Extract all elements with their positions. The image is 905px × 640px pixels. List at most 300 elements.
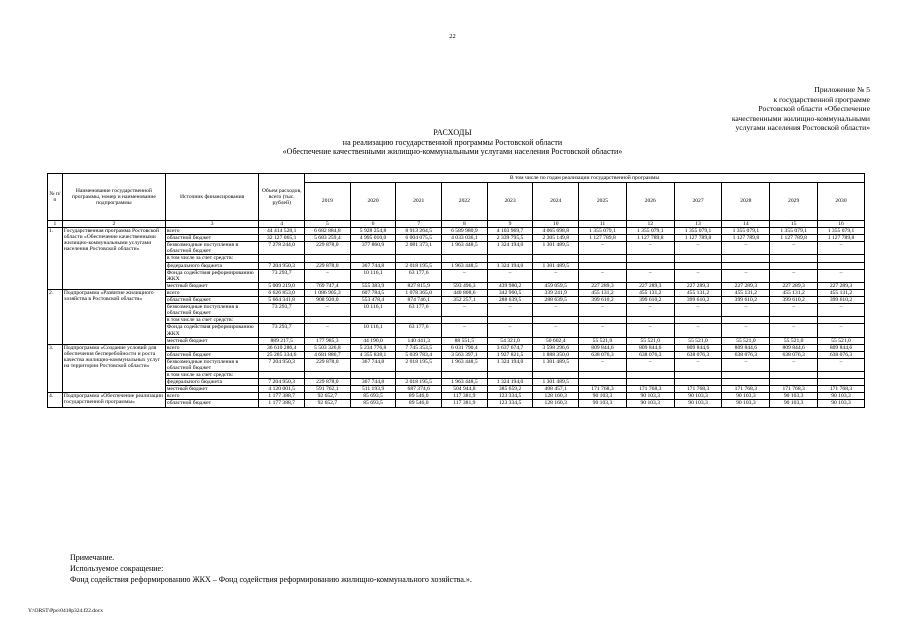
row-number: 2. <box>48 289 63 344</box>
year-value: 1 127 789,8 <box>674 235 722 242</box>
funding-source: в том числе за счет средств: <box>165 255 258 262</box>
funding-source: местный бюджет <box>165 386 258 393</box>
year-value: 229 878,0 <box>305 358 351 371</box>
program-name: Подпрограмма «Обеспечение реализации государственной программы» <box>62 393 165 407</box>
year-value: 1 963 448,5 <box>442 242 488 255</box>
year-value: 455 131,2 <box>818 289 865 296</box>
year-value <box>674 317 722 324</box>
year-value: 85 693,5 <box>350 400 396 407</box>
year-value: 44 190,0 <box>350 337 396 344</box>
year-value: 455 131,2 <box>722 289 770 296</box>
year-value: – <box>487 269 533 282</box>
total-value: 25 285 334,6 <box>259 351 305 358</box>
year-value: 1 963 448,5 <box>442 379 488 386</box>
year-value: – <box>626 269 674 282</box>
year-value: 90 103,3 <box>626 393 674 400</box>
total-value: 73 293,7 <box>259 269 305 282</box>
year-value: 90 103,3 <box>818 393 865 400</box>
abbr-definition: Фонд содействия реформированию ЖКХ – Фонд содействия реформированию жилищно-коммунального хозяйства.». <box>70 575 472 584</box>
total-value: 36 610 286,4 <box>259 344 305 351</box>
year-value: – <box>770 358 818 371</box>
year-value <box>487 255 533 262</box>
year-value <box>770 255 818 262</box>
year-value: 89 546,0 <box>396 400 442 407</box>
year-value: 511 193,9 <box>350 386 396 393</box>
year-value <box>533 372 579 379</box>
year-value: 92 652,7 <box>305 393 351 400</box>
year-value <box>487 372 533 379</box>
year-value: – <box>674 269 722 282</box>
year-value: 1 963 448,5 <box>442 262 488 269</box>
year-value: 90 103,3 <box>722 400 770 407</box>
year-value: – <box>722 242 770 255</box>
year-value <box>674 372 722 379</box>
funding-source: местный бюджет <box>165 282 258 289</box>
year-value: – <box>442 269 488 282</box>
year-value: 1 301 489,5 <box>533 358 579 371</box>
year-value: 128 160,3 <box>533 400 579 407</box>
year-value <box>579 372 627 379</box>
funding-source: всего <box>165 344 258 351</box>
total-value: 1 177 388,7 <box>259 393 305 400</box>
total-value <box>259 317 305 324</box>
year-value: 90 103,3 <box>818 400 865 407</box>
year-value: – <box>533 269 579 282</box>
year-value: 504 944,8 <box>442 386 488 393</box>
year-value <box>626 379 674 386</box>
year-value: 4 681 886,7 <box>305 351 351 358</box>
table-row <box>48 228 865 235</box>
year-value: – <box>626 242 674 255</box>
row-number: 4. <box>48 393 63 407</box>
year-value: 827 815,9 <box>396 282 442 289</box>
year-value <box>305 317 351 324</box>
total-value: 7 278 244,0 <box>259 242 305 255</box>
total-value: 44 414 528,1 <box>259 228 305 235</box>
year-value <box>533 255 579 262</box>
funding-source: областной бюджет <box>165 235 258 242</box>
year-value: 171 768,3 <box>818 386 865 393</box>
year-value: 3 637 674,7 <box>487 344 533 351</box>
year-value: 227 289,3 <box>674 282 722 289</box>
column-index: 15 <box>770 221 818 228</box>
year-value: 5 234 776,8 <box>350 344 396 351</box>
year-value: 809 844,6 <box>770 344 818 351</box>
year-value <box>818 262 865 269</box>
year-value <box>674 255 722 262</box>
header-year: 2025 <box>579 183 627 221</box>
year-value: – <box>626 358 674 371</box>
total-value: 7 204 950,3 <box>259 262 305 269</box>
year-value: 555 383,9 <box>350 282 396 289</box>
header-by-year: В том числе по годам реализации государственной программы <box>305 174 865 183</box>
year-value <box>305 372 351 379</box>
year-value <box>722 379 770 386</box>
year-value: 638 076,3 <box>770 351 818 358</box>
year-value: 1 324 194,0 <box>487 262 533 269</box>
funding-source: областной бюджет <box>165 297 258 304</box>
title-line: «Обеспечение качественными жилищно-коммунальными услугами населения Ростовской области» <box>282 147 623 156</box>
year-value: 89 546,0 <box>396 393 442 400</box>
year-value: 593 496,3 <box>442 282 488 289</box>
year-value <box>722 317 770 324</box>
year-value: 352 257,1 <box>442 297 488 304</box>
year-value: – <box>770 304 818 317</box>
total-value: 7 204 950,3 <box>259 358 305 371</box>
total-value: 32 127 065,1 <box>259 235 305 242</box>
column-index: 8 <box>442 221 488 228</box>
year-value: 440 808,6 <box>442 289 488 296</box>
table-row <box>48 289 865 296</box>
header-year: 2022 <box>442 183 488 221</box>
year-value: – <box>579 304 627 317</box>
year-value: – <box>305 324 351 337</box>
year-value: – <box>674 358 722 371</box>
header-name: Наименование государственной программы, номер и наименование подпрограммы <box>62 174 165 221</box>
year-value: 874 746,1 <box>396 297 442 304</box>
year-value: 6 682 884,8 <box>305 228 351 235</box>
page-number: 22 <box>449 33 456 40</box>
total-value: 73 293,7 <box>259 304 305 317</box>
year-value: 2 018 195,5 <box>396 358 442 371</box>
year-value: 342 960,5 <box>487 289 533 296</box>
total-value: 5 009 219,0 <box>259 282 305 289</box>
year-value <box>818 372 865 379</box>
year-value: 638 076,3 <box>818 351 865 358</box>
year-value: 5 039 783,4 <box>396 351 442 358</box>
year-value: 55 521,0 <box>626 337 674 344</box>
year-value: 377 860,9 <box>350 242 396 255</box>
year-value: 1 127 789,8 <box>770 235 818 242</box>
year-value <box>626 372 674 379</box>
appendix-heading <box>640 85 870 133</box>
year-value: 55 521,0 <box>579 337 627 344</box>
year-value: 227 289,3 <box>722 282 770 289</box>
year-value: 90 103,3 <box>626 400 674 407</box>
year-value: 455 131,2 <box>579 289 627 296</box>
year-value: 367 744,8 <box>350 262 396 269</box>
table-row <box>48 269 865 282</box>
appendix-line: услугами населения Ростовской области» <box>735 123 870 132</box>
table-row <box>48 372 865 379</box>
year-value: 5 928 254,8 <box>350 228 396 235</box>
year-value: – <box>533 304 579 317</box>
year-value: 1 301 489,5 <box>533 262 579 269</box>
column-index: 11 <box>579 221 627 228</box>
funding-source: федерального бюджета <box>165 262 258 269</box>
table-row <box>48 242 865 255</box>
year-value: 90 103,3 <box>579 393 627 400</box>
year-value: 54 321,0 <box>487 337 533 344</box>
year-value: 4 033 036,1 <box>442 235 488 242</box>
year-value: 4 103 969,7 <box>487 228 533 235</box>
year-value: 1 927 821,5 <box>487 351 533 358</box>
year-value: 171 768,3 <box>579 386 627 393</box>
program-name: Подпрограмма «Развитие жилищного хозяйства в Ростовской области» <box>62 289 165 344</box>
table-row <box>48 337 865 344</box>
year-value: 1 888 350,0 <box>533 351 579 358</box>
year-value: 591 762,1 <box>305 386 351 393</box>
year-value: 638 076,3 <box>579 351 627 358</box>
year-value: 10 116,1 <box>350 324 396 337</box>
funding-source: всего <box>165 289 258 296</box>
year-value: 3 563 397,1 <box>442 351 488 358</box>
total-value: 1 177 388,7 <box>259 400 305 407</box>
total-value: 73 293,7 <box>259 324 305 337</box>
total-value <box>259 372 305 379</box>
year-value: 1 301 489,5 <box>533 379 579 386</box>
table-row <box>48 344 865 351</box>
year-value: – <box>626 324 674 337</box>
year-value: 408 457,1 <box>533 386 579 393</box>
column-index: 4 <box>259 221 305 228</box>
year-value: 117 381,9 <box>442 393 488 400</box>
year-value: 1 301 489,5 <box>533 242 579 255</box>
year-value <box>579 379 627 386</box>
year-value: 229 878,0 <box>305 379 351 386</box>
year-value: 6 589 980,9 <box>442 228 488 235</box>
year-value: 809 844,6 <box>579 344 627 351</box>
appendix-line: качественными жилищно-коммунальными <box>731 113 870 123</box>
header-total: Объем расходов, всего (тыс. рублей) <box>259 174 305 221</box>
appendix-line: к государственной программе <box>773 94 870 104</box>
year-value: 769 747,4 <box>305 282 351 289</box>
funding-source: местный бюджет <box>165 337 258 344</box>
table-row <box>48 400 865 407</box>
year-value: 809 844,6 <box>722 344 770 351</box>
year-value: – <box>770 269 818 282</box>
header-year: 2023 <box>487 183 533 221</box>
year-value: 6 031 790,4 <box>442 344 488 351</box>
table-row <box>48 317 865 324</box>
year-value: 5 683 259,4 <box>305 235 351 242</box>
column-index: 2 <box>62 221 165 228</box>
year-value <box>770 372 818 379</box>
year-value: 1 127 789,8 <box>626 235 674 242</box>
header-source: Источник финансирования <box>165 174 258 221</box>
year-value: 85 693,5 <box>350 393 396 400</box>
header-year: 2024 <box>533 183 579 221</box>
column-index: 1 <box>48 221 63 228</box>
funding-source: безвозмездные поступления в областной бюджет <box>165 242 258 255</box>
funding-source: всего <box>165 393 258 400</box>
year-value <box>722 372 770 379</box>
year-value: 809 844,6 <box>626 344 674 351</box>
table-row <box>48 358 865 371</box>
year-value: 455 131,2 <box>770 289 818 296</box>
year-value: 638 076,3 <box>722 351 770 358</box>
note-block <box>70 552 472 585</box>
year-value: 1 355 079,1 <box>722 228 770 235</box>
year-value: 1 355 079,1 <box>626 228 674 235</box>
year-value <box>818 255 865 262</box>
year-value: 63 177,6 <box>396 324 442 337</box>
year-value: – <box>722 269 770 282</box>
year-value <box>442 317 488 324</box>
year-value: 367 744,8 <box>350 379 396 386</box>
header-year: 2029 <box>770 183 818 221</box>
year-value: 1 355 079,1 <box>579 228 627 235</box>
column-index: 10 <box>533 221 579 228</box>
column-index: 16 <box>818 221 865 228</box>
total-value: 7 204 950,3 <box>259 379 305 386</box>
year-value <box>674 379 722 386</box>
year-value: 90 103,3 <box>722 393 770 400</box>
year-value <box>350 255 396 262</box>
year-value <box>626 317 674 324</box>
year-value: 229 878,0 <box>305 262 351 269</box>
table-row <box>48 351 865 358</box>
year-value: 55 521,0 <box>770 337 818 344</box>
funding-source: безвозмездные поступления в областной бюджет <box>165 358 258 371</box>
year-value <box>818 379 865 386</box>
header-year: 2026 <box>626 183 674 221</box>
year-value: 339 241,9 <box>533 289 579 296</box>
year-value: 63 177,6 <box>396 269 442 282</box>
funding-source: в том числе за счет средств: <box>165 372 258 379</box>
year-value: 2 018 195,5 <box>396 379 442 386</box>
year-value: 55 521,0 <box>674 337 722 344</box>
year-value: 128 160,3 <box>533 393 579 400</box>
year-value <box>350 317 396 324</box>
year-value <box>350 372 396 379</box>
column-index: 7 <box>396 221 442 228</box>
year-value <box>770 379 818 386</box>
year-value: 50 602,4 <box>533 337 579 344</box>
year-value: – <box>305 269 351 282</box>
year-value <box>818 317 865 324</box>
year-value <box>442 255 488 262</box>
year-value: 288 639,5 <box>533 297 579 304</box>
year-value <box>770 262 818 269</box>
year-value: 2 081 373,1 <box>396 242 442 255</box>
header-year: 2030 <box>818 183 865 221</box>
column-index: 9 <box>487 221 533 228</box>
year-value: 4 355 838,1 <box>350 351 396 358</box>
year-value: – <box>487 324 533 337</box>
year-value: 809 844,6 <box>818 344 865 351</box>
year-value: 809 844,6 <box>674 344 722 351</box>
year-value: 55 521,0 <box>818 337 865 344</box>
year-value: – <box>770 324 818 337</box>
year-value: – <box>818 304 865 317</box>
year-value: 117 381,9 <box>442 400 488 407</box>
year-value: 227 289,3 <box>579 282 627 289</box>
header-year: 2021 <box>396 183 442 221</box>
year-value <box>396 372 442 379</box>
header-year: 2020 <box>350 183 396 221</box>
total-value: 5 664 341,8 <box>259 297 305 304</box>
year-value: 177 985,3 <box>305 337 351 344</box>
year-value: 2 339 795,5 <box>487 235 533 242</box>
year-value: 171 768,3 <box>626 386 674 393</box>
year-value: – <box>533 324 579 337</box>
column-index: 12 <box>626 221 674 228</box>
year-value: 459 059,5 <box>533 282 579 289</box>
year-value: – <box>674 242 722 255</box>
funding-source: в том числе за счет средств: <box>165 317 258 324</box>
table-row <box>48 324 865 337</box>
year-value: – <box>487 304 533 317</box>
year-value: 2 305 149,8 <box>533 235 579 242</box>
row-number: 3. <box>48 344 63 393</box>
year-value: 1 127 789,8 <box>722 235 770 242</box>
year-value <box>722 262 770 269</box>
year-value: 140 441,3 <box>396 337 442 344</box>
table-row <box>48 255 865 262</box>
year-value: – <box>674 324 722 337</box>
appendix-line: Приложение № 5 <box>814 85 870 94</box>
year-value: 229 878,0 <box>305 242 351 255</box>
year-value: 123 334,5 <box>487 400 533 407</box>
year-value: 227 289,3 <box>626 282 674 289</box>
year-value: 1 324 194,0 <box>487 242 533 255</box>
year-value: 6 004 075,5 <box>396 235 442 242</box>
year-value: 1 355 079,1 <box>770 228 818 235</box>
total-value: 6 626 853,0 <box>259 289 305 296</box>
document-title <box>0 128 905 157</box>
column-index: 6 <box>350 221 396 228</box>
total-value: 889 217,5 <box>259 337 305 344</box>
year-value: 367 744,8 <box>350 358 396 371</box>
header-year: 2027 <box>674 183 722 221</box>
year-value: 7 745 353,5 <box>396 344 442 351</box>
year-value: 227 289,3 <box>770 282 818 289</box>
header-year: 2019 <box>305 183 351 221</box>
year-value <box>579 255 627 262</box>
year-value: 1 355 079,1 <box>674 228 722 235</box>
year-value: 399 610,2 <box>674 297 722 304</box>
year-value: – <box>722 324 770 337</box>
funding-source: Фонда содействия реформированию ЖКХ <box>165 269 258 282</box>
year-value: 90 103,3 <box>674 393 722 400</box>
year-value: 399 610,2 <box>722 297 770 304</box>
title-head: РАСХОДЫ <box>433 128 472 137</box>
year-value: – <box>722 358 770 371</box>
year-value: – <box>770 242 818 255</box>
year-value: 1 963 448,5 <box>442 358 488 371</box>
year-value: 399 610,2 <box>579 297 627 304</box>
year-value <box>674 262 722 269</box>
year-value: – <box>674 304 722 317</box>
row-number: 1. <box>48 228 63 290</box>
program-name: Подпрограмма «Создание условий для обеспечения бесперебойности и роста качества жилищно-коммунальных услуг на территории Ростовской области» <box>62 344 165 393</box>
column-index: 13 <box>674 221 722 228</box>
year-value: 55 521,0 <box>722 337 770 344</box>
year-value: 88 551,5 <box>442 337 488 344</box>
year-value: 92 652,7 <box>305 400 351 407</box>
year-value: 10 116,1 <box>350 269 396 282</box>
expenses-table <box>47 173 865 408</box>
year-value: 1 127 789,8 <box>818 235 865 242</box>
year-value: 171 768,3 <box>770 386 818 393</box>
year-value: 5 503 326,8 <box>305 344 351 351</box>
year-value: 171 768,3 <box>674 386 722 393</box>
year-value: – <box>579 269 627 282</box>
table-row <box>48 282 865 289</box>
year-value: 90 103,3 <box>579 400 627 407</box>
table-row <box>48 297 865 304</box>
year-value: 399 610,2 <box>818 297 865 304</box>
year-value <box>626 262 674 269</box>
year-value: 1 324 194,0 <box>487 379 533 386</box>
funding-source: федерального бюджета <box>165 379 258 386</box>
year-value: 2 018 195,5 <box>396 262 442 269</box>
year-value: 1 086 905,3 <box>305 289 351 296</box>
funding-source: Фонда содействия реформированию ЖКХ <box>165 324 258 337</box>
year-value: 455 131,2 <box>674 289 722 296</box>
year-value: 908 920,0 <box>305 297 351 304</box>
